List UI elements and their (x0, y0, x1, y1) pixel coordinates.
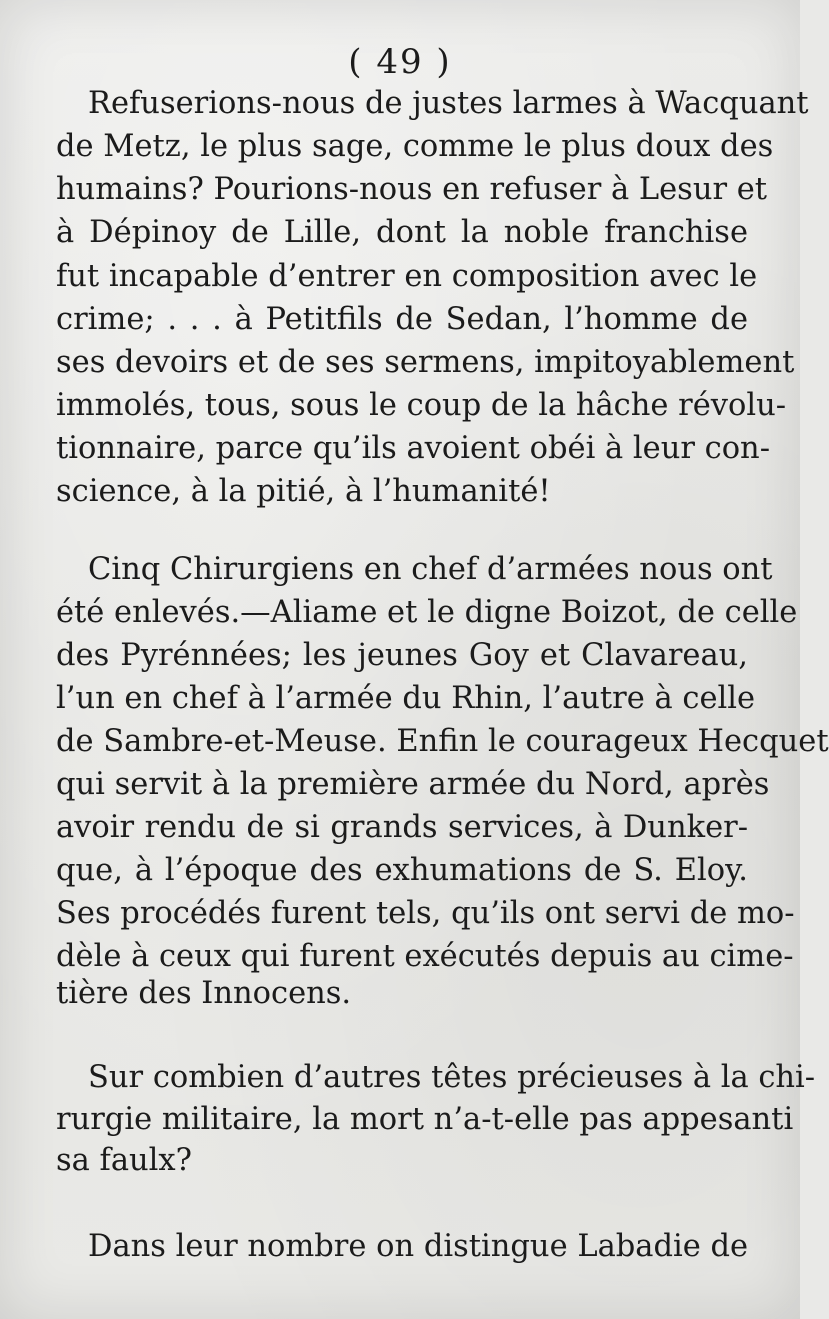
text-line: avoir rendu de si grands services, à Dunker- (56, 810, 748, 845)
text-line: dèle à ceux qui furent exécutés depuis au cime- (56, 939, 794, 974)
text-line: des Pyrénnées; les jeunes Goy et Clavareau, (56, 638, 748, 673)
text-line: l’un en chef à l’armée du Rhin, l’autre à celle (56, 681, 756, 716)
text-line: été enlevés.—Aliame et le digne Boizot, de celle (56, 595, 798, 630)
text-line: Ses procédés furent tels, qu’ils ont servi de mo- (56, 896, 795, 931)
text-line: à Dépinoy de Lille, dont la noble franchise (56, 215, 748, 250)
text-line: de Sambre-et-Meuse. Enfin le courageux Hecquet (56, 724, 829, 759)
text-line: Sur combien d’autres têtes précieuses à la chi- (88, 1060, 816, 1095)
text-line: fut incapable d’entrer en composition avec le (56, 259, 758, 294)
text-line: Refuserions-nous de justes larmes à Wacquant (88, 86, 809, 121)
text-line: tière des Innocens. (56, 976, 352, 1011)
text-line: tionnaire, parce qu’ils avoient obéi à leur con- (56, 431, 771, 466)
text-line: Cinq Chirurgiens en chef d’armées nous ont (88, 552, 773, 587)
text-line: crime; . . . à Petitfils de Sedan, l’homme de (56, 302, 748, 337)
text-line: ses devoirs et de ses sermens, impitoyablement (56, 345, 795, 380)
page-number: ( 49 ) (348, 42, 452, 82)
text-line: de Metz, le plus sage, comme le plus doux des (56, 129, 774, 164)
text-line: qui servit à la première armée du Nord, après (56, 767, 770, 802)
text-line: immolés, tous, sous le coup de la hâche révolu- (56, 388, 787, 423)
text-line: Dans leur nombre on distingue Labadie de (88, 1229, 749, 1264)
text-line: rurgie militaire, la mort n’a-t-elle pas appesanti (56, 1102, 794, 1137)
text-line: que, à l’époque des exhumations de S. Eloy. (56, 853, 748, 888)
text-line: science, à la pitié, à l’humanité! (56, 474, 551, 509)
text-line: sa faulx? (56, 1143, 192, 1178)
text-line: humains? Pourions-nous en refuser à Lesur et (56, 172, 768, 207)
